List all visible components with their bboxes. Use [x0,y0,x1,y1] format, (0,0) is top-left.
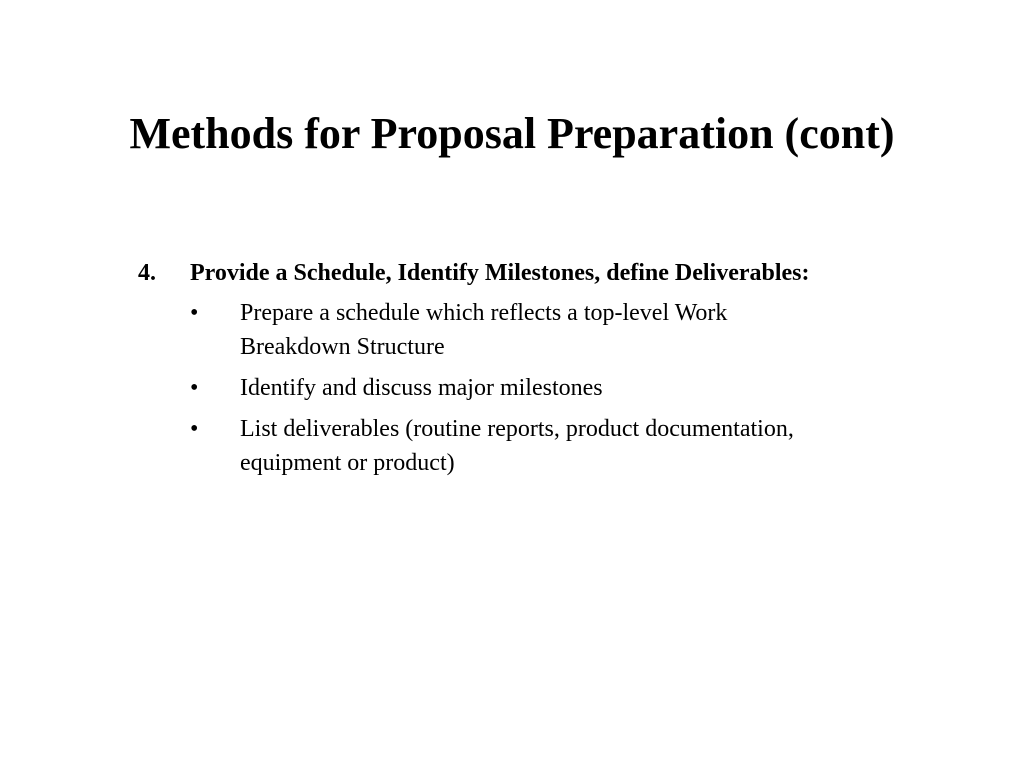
bullet-text: List deliverables (routine reports, product documentation, equipment or product) [240,416,794,476]
bullet-item [138,371,820,405]
bullet-list [138,296,938,480]
bullet-text: Identify and discuss major milestones [240,375,603,401]
bullet-item [138,296,820,364]
numbered-item [138,256,938,290]
item-heading: Provide a Schedule, Identify Milestones, define Deliverables: [190,260,810,286]
slide-title: Methods for Proposal Preparation (cont) [129,109,895,158]
item-number: 4. [138,260,156,286]
bullet-item [138,412,820,480]
slide-body [138,256,938,487]
bullet-icon: • [190,416,199,442]
bullet-icon: • [190,375,199,401]
bullet-text: Prepare a schedule which reflects a top-level Work Breakdown Structure [240,300,728,360]
bullet-icon: • [190,300,199,326]
